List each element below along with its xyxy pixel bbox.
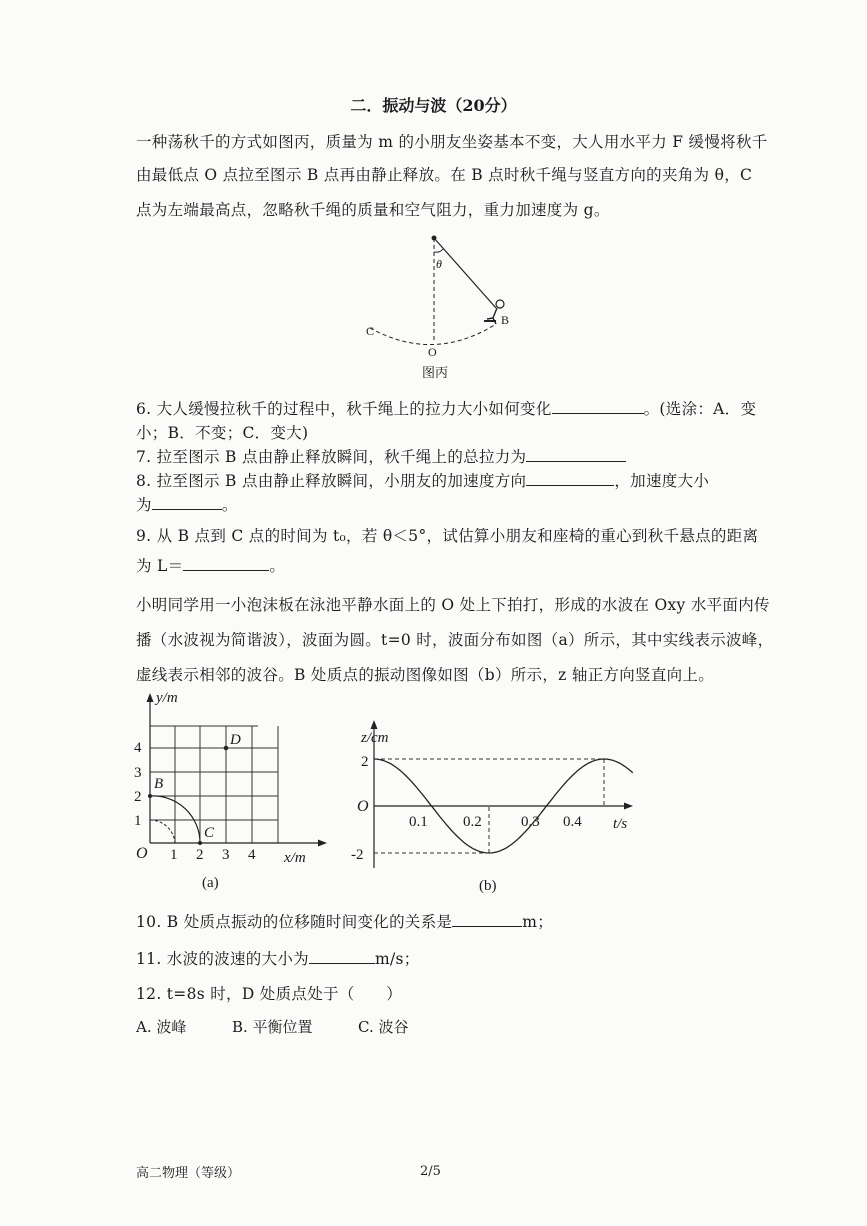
t-axis-arrow-icon bbox=[624, 803, 633, 810]
point-b-label: B bbox=[501, 313, 510, 327]
q8-line-2 bbox=[136, 493, 238, 515]
point-o-label: O bbox=[428, 345, 437, 359]
figure-a-caption: (a) bbox=[202, 875, 219, 891]
choice-c[interactable]: C. 波谷 bbox=[358, 1018, 409, 1036]
figure-b-y-tick-neg2: -2 bbox=[351, 847, 364, 863]
figure-b bbox=[325, 718, 645, 898]
q8-line2-text: 为 bbox=[136, 496, 152, 514]
q10-text: 10. B 处质点振动的位移随时间变化的关系是 bbox=[136, 913, 453, 931]
z-axis-arrow-icon bbox=[371, 720, 378, 729]
footer-course: 高二物理（等级） bbox=[136, 1166, 241, 1181]
q9-tail: 。 bbox=[269, 557, 286, 575]
swing-arc-path bbox=[370, 324, 496, 345]
q9-text: 为 L＝ bbox=[136, 557, 184, 575]
figure-a-y-tick-4: 4 bbox=[134, 740, 142, 756]
q11-line bbox=[136, 947, 420, 969]
q8-direction-blank[interactable] bbox=[526, 471, 614, 486]
q9-answer-blank[interactable] bbox=[183, 556, 269, 571]
q7-line bbox=[136, 445, 626, 467]
figure-b-x-tick-0-3: 0.3 bbox=[521, 814, 540, 830]
choice-b[interactable]: B. 平衡位置 bbox=[232, 1018, 313, 1036]
q10-unit: m； bbox=[522, 913, 554, 931]
water-intro-line-1: 小明同学用一小泡沫板在泳池平静水面上的 O 处上下拍打，形成的水波在 Oxy 水平面内传 bbox=[136, 596, 770, 614]
q6-tail: 。(选涂：A．变 bbox=[643, 400, 757, 418]
q8-magnitude-blank[interactable] bbox=[152, 495, 222, 510]
q7-text: 7. 拉至图示 B 点由静止释放瞬间，秋千绳上的总拉力为 bbox=[136, 448, 527, 466]
figure-b-x-tick-0-4: 0.4 bbox=[563, 814, 582, 830]
figure-a-point-b-label: B bbox=[154, 776, 164, 792]
theta-label: θ bbox=[436, 257, 442, 271]
figure-b-xlabel: t/s bbox=[613, 816, 628, 832]
intro-line-1: 一种荡秋千的方式如图丙，质量为 m 的小朋友坐姿基本不变，大人用水平力 F 缓慢将秋千 bbox=[136, 133, 768, 151]
q12-line: 12. t=8s 时，D 处质点处于（ ） bbox=[136, 985, 402, 1003]
q8-line2-tail: 。 bbox=[221, 496, 238, 514]
swing-figure-caption: 图丙 bbox=[422, 365, 449, 380]
q6-line-1 bbox=[136, 397, 756, 419]
figure-a-x-tick-1: 1 bbox=[170, 847, 178, 863]
q8-tail: ，加速度大小 bbox=[614, 472, 710, 490]
figure-a bbox=[128, 688, 328, 898]
figure-a-x-tick-4: 4 bbox=[248, 847, 256, 863]
q11-unit: m/s； bbox=[374, 950, 420, 968]
water-intro-line-2: 播（水波视为简谐波），波面为圆。t=0 时，波面分布如图（a）所示，其中实线表示波峰， bbox=[136, 631, 774, 649]
water-intro-line-3: 虚线表示相邻的波谷。B 处质点的振动图像如图（b）所示，z 轴正方向竖直向上。 bbox=[136, 666, 715, 684]
figure-b-x-tick-0-1: 0.1 bbox=[409, 814, 428, 830]
figure-a-origin: O bbox=[136, 845, 148, 862]
q10-line bbox=[136, 910, 553, 932]
figure-a-y-tick-1: 1 bbox=[134, 813, 142, 829]
figure-b-y-tick-2: 2 bbox=[361, 754, 369, 770]
q6-line-2: 小；B．不变；C．变大) bbox=[136, 424, 309, 442]
figure-a-x-tick-2: 2 bbox=[196, 847, 204, 863]
q8-line-1 bbox=[136, 469, 709, 491]
q6-answer-blank[interactable] bbox=[552, 399, 644, 414]
q9-line-1: 9. 从 B 点到 C 点的时间为 t₀，若 θ＜5°，试估算小朋友和座椅的重心到秋千悬点的距离 bbox=[136, 527, 759, 545]
figure-a-point-c-label: C bbox=[204, 825, 215, 841]
figure-b-x-tick-0-2: 0.2 bbox=[463, 814, 482, 830]
figure-b-caption: (b) bbox=[479, 878, 497, 894]
q11-answer-blank[interactable] bbox=[309, 949, 375, 964]
angle-arc bbox=[434, 249, 443, 252]
y-axis-arrow-icon bbox=[147, 693, 154, 702]
q8-text: 8. 拉至图示 B 点由静止释放瞬间，小朋友的加速度方向 bbox=[136, 472, 527, 490]
q11-text: 11. 水波的波速的大小为 bbox=[136, 950, 309, 968]
point-b-marker bbox=[148, 794, 152, 798]
figure-a-y-tick-2: 2 bbox=[134, 789, 142, 805]
intro-line-3: 点为左端最高点，忽略秋千绳的质量和空气阻力，重力加速度为 g。 bbox=[136, 201, 610, 219]
pivot-point bbox=[432, 236, 437, 241]
q10-answer-blank[interactable] bbox=[452, 912, 522, 927]
figure-a-x-tick-3: 3 bbox=[222, 847, 230, 863]
figure-b-ylabel: z/cm bbox=[361, 730, 389, 746]
point-c-label: C bbox=[366, 324, 375, 338]
section-title: 二．振动与波（20分） bbox=[350, 96, 517, 115]
footer-page-number: 2/5 bbox=[420, 1164, 441, 1179]
wave-trough-arc bbox=[150, 820, 175, 843]
swing-figure bbox=[350, 228, 530, 383]
q9-line-2 bbox=[136, 554, 285, 576]
figure-a-ylabel: y/m bbox=[156, 690, 178, 706]
figure-a-xlabel: x/m bbox=[284, 850, 306, 866]
figure-b-origin: O bbox=[357, 798, 369, 815]
figure-a-point-d-label: D bbox=[230, 732, 241, 748]
swing-rope bbox=[434, 238, 496, 308]
point-c-marker bbox=[198, 841, 202, 845]
choice-a[interactable]: A. 波峰 bbox=[136, 1018, 187, 1036]
point-d-marker bbox=[224, 746, 229, 751]
figure-a-y-tick-3: 3 bbox=[134, 765, 142, 781]
q7-answer-blank[interactable] bbox=[526, 447, 626, 462]
intro-line-2: 由最低点 O 点拉至图示 B 点再由静止释放。在 B 点时秋千绳与竖直方向的夹角为 θ，C bbox=[136, 166, 753, 184]
q6-text: 6. 大人缓慢拉秋千的过程中，秋千绳上的拉力大小如何变化 bbox=[136, 400, 552, 418]
